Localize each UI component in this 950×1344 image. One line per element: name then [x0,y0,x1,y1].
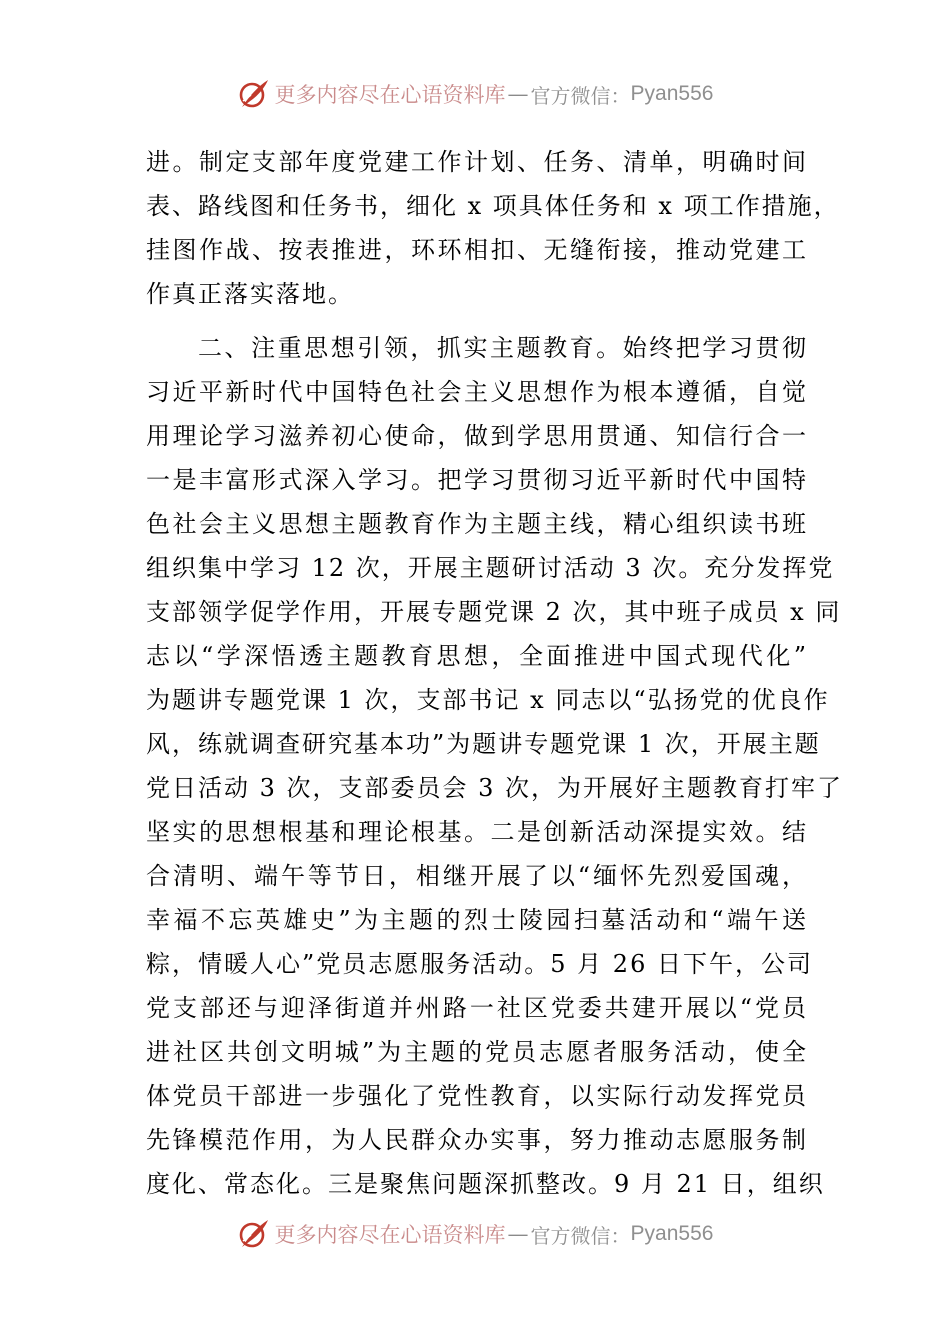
text-line: 习近平新时代中国特色社会主义思想作为根本遵循，自觉 [146,378,808,406]
header-wechat-label: 官方微信： [530,83,631,108]
footer-watermark [0,1212,950,1256]
text-line: 二、注重思想引领，抓实主题教育。始终把学习贯彻 [198,334,808,362]
footer-brand-text: 更多内容尽在心语资料库 [274,1223,506,1247]
text-line: 色社会主义思想主题教育作为主题主线，精心组织读书班 [146,510,808,538]
text-line: 坚实的思想根基和理论根基。二是创新活动深提实效。结 [146,818,808,846]
text-line: 粽，情暖人心”党员志愿服务活动。5 月 26 日下午，公司 [146,950,813,978]
header-dash: — [507,82,529,106]
text-line: 风，练就调查研究基本功”为题讲专题党课 1 次，开展主题 [146,730,821,758]
text-line: 挂图作战、按表推进，环环相扣、无缝衔接，推动党建工 [146,236,808,264]
text-line: 一是丰富形式深入学习。把学习贯彻习近平新时代中国特 [146,466,808,494]
footer-dash: — [507,1222,529,1246]
text-line: 志以“学深悟透主题教育思想，全面推进中国式现代化” [146,642,808,670]
text-line: 进。制定支部年度党建工作计划、任务、清单，明确时间 [146,148,808,176]
header-watermark [0,72,950,116]
text-line: 先锋模范作用，为人民群众办实事，努力推动志愿服务制 [146,1126,808,1154]
text-line: 党日活动 3 次，支部委员会 3 次，为开展好主题教育打牢了 [146,774,844,802]
footer-wechat-label: 官方微信： [530,1223,631,1248]
paragraph-1 [146,140,840,316]
text-line: 为题讲专题党课 1 次，支部书记 x 同志以“弘扬党的优良作 [146,686,830,714]
text-line: 体党员干部进一步强化了党性教育，以实际行动发挥党员 [146,1082,808,1110]
paragraph-2 [146,326,844,1206]
text-line: 度化、常态化。三是聚焦问题深抓整改。9 月 21 日，组织 [146,1170,825,1198]
text-line: 作真正落实落地。 [146,280,354,308]
text-line: 合清明、端午等节日，相继开展了以“缅怀先烈爱国魂， [146,862,808,890]
text-line: 支部领学促学作用，开展专题党课 2 次，其中班子成员 x 同 [146,598,842,626]
document-body [146,140,844,1206]
header-wechat-id: Pyan556 [630,82,714,105]
text-line: 进社区共创文明城”为主题的党员志愿者服务活动，使全 [146,1038,808,1066]
text-line: 用理论学习滋养初心使命，做到学思用贯通、知信行合一 [146,422,808,450]
text-line: 表、路线图和任务书，细化 x 项具体任务和 x 项工作措施， [146,192,840,220]
footer-wechat-id: Pyan556 [630,1222,714,1245]
quill-logo-icon [237,77,271,111]
header-brand-text: 更多内容尽在心语资料库 [274,83,506,107]
text-line: 组织集中学习 12 次，开展主题研讨活动 3 次。充分发挥党 [146,554,835,582]
text-line: 党支部还与迎泽街道并州路一社区党委共建开展以“党员 [146,994,808,1022]
quill-logo-icon [237,1217,271,1251]
text-line: 幸福不忘英雄史”为主题的烈士陵园扫墓活动和“端午送 [146,906,808,934]
